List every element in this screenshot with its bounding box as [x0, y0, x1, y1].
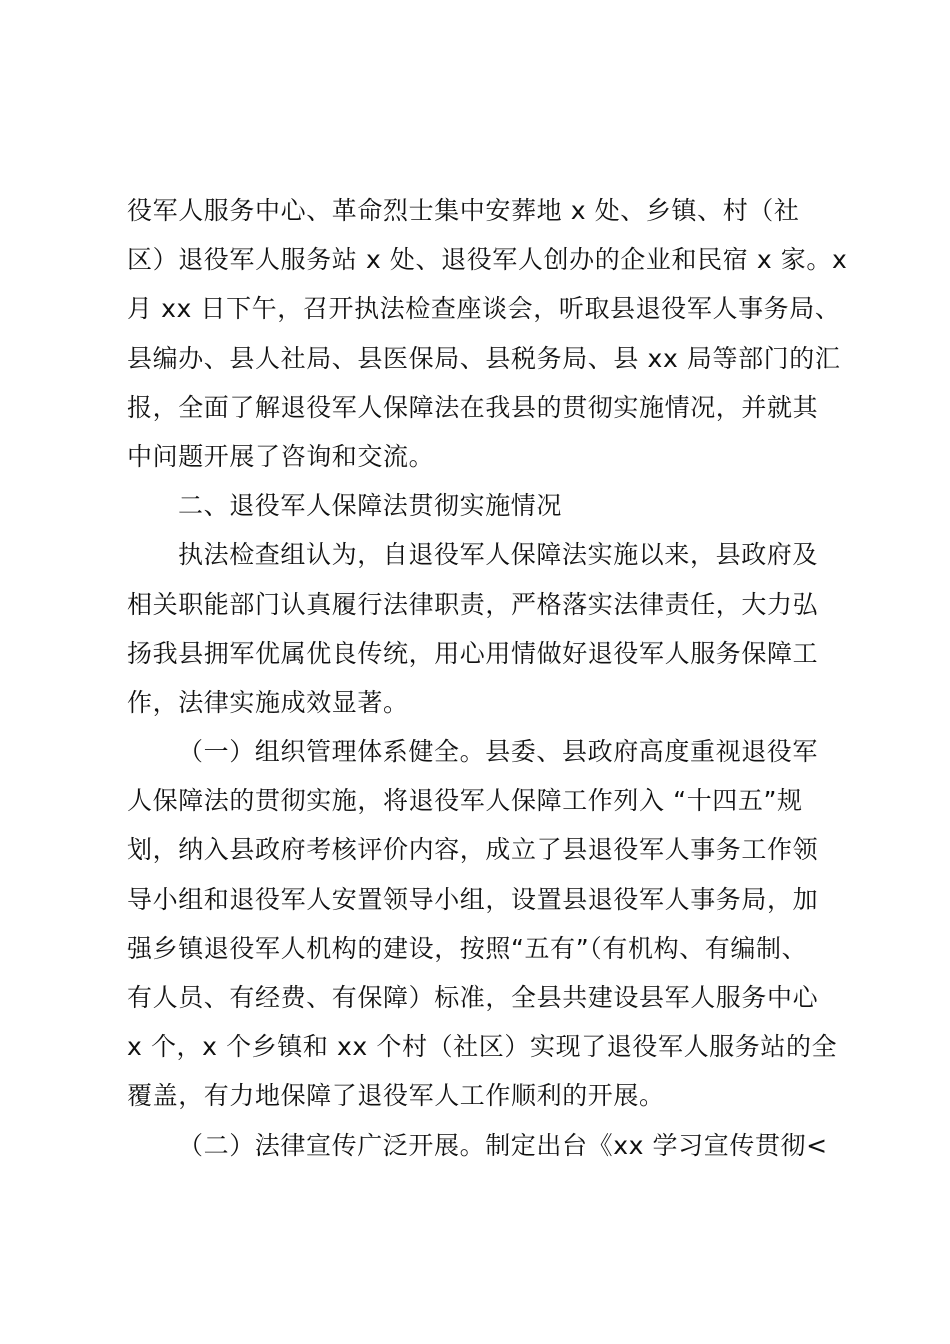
body-line: 覆盖，有力地保障了退役军人工作顺利的开展。 — [127, 1081, 665, 1111]
body-line: 月 xx 日下午，召开执法检查座谈会，听取县退役军人事务局、 — [127, 294, 841, 324]
subsection-first-line: （一）组织管理体系健全。县委、县政府高度重视退役军 — [178, 737, 819, 767]
body-line: 扬我县拥军优属优良传统，用心用情做好退役军人服务保障工 — [127, 638, 819, 668]
body-line: 县编办、县人社局、县医保局、县税务局、县 xx 局等部门的汇 — [127, 343, 841, 373]
body-line: 有人员、有经费、有保障）标准，全县共建设县军人服务中心 — [127, 983, 819, 1012]
document-body — [127, 186, 848, 1170]
body-line: 作，法律实施成效显著。 — [127, 687, 409, 717]
body-line: 强乡镇退役军人机构的建设，按照“五有”（有机构、有编制、 — [127, 933, 808, 963]
subsection-first-line: （二）法律宣传广泛开展。制定出台《xx 学习宣传贯彻< — [178, 1130, 828, 1160]
body-line: 相关职能部门认真履行法律职责，严格落实法律责任，大力弘 — [127, 589, 819, 619]
body-line: 役军人服务中心、革命烈士集中安葬地 x 处、乡镇、村（社 — [127, 196, 800, 225]
body-line: 导小组和退役军人安置领导小组，设置县退役军人事务局，加 — [127, 884, 819, 914]
paragraph-first-line: 执法检查组认为，自退役军人保障法实施以来，县政府及 — [178, 540, 819, 570]
body-line: 中问题开展了咨询和交流。 — [127, 441, 435, 471]
section-heading: 二、退役军人保障法贯彻实施情况 — [178, 491, 563, 521]
body-line: 区）退役军人服务站 x 处、退役军人创办的企业和民宿 x 家。x — [127, 245, 848, 275]
body-line: 划，纳入县政府考核评价内容，成立了县退役军人事务工作领 — [127, 835, 819, 865]
body-line: x 个，x 个乡镇和 xx 个村（社区）实现了退役军人服务站的全 — [127, 1032, 838, 1062]
body-line: 人保障法的贯彻实施，将退役军人保障工作列入 “十四五”规 — [127, 786, 803, 816]
body-line: 报，全面了解退役军人保障法在我县的贯彻实施情况，并就其 — [127, 392, 819, 422]
